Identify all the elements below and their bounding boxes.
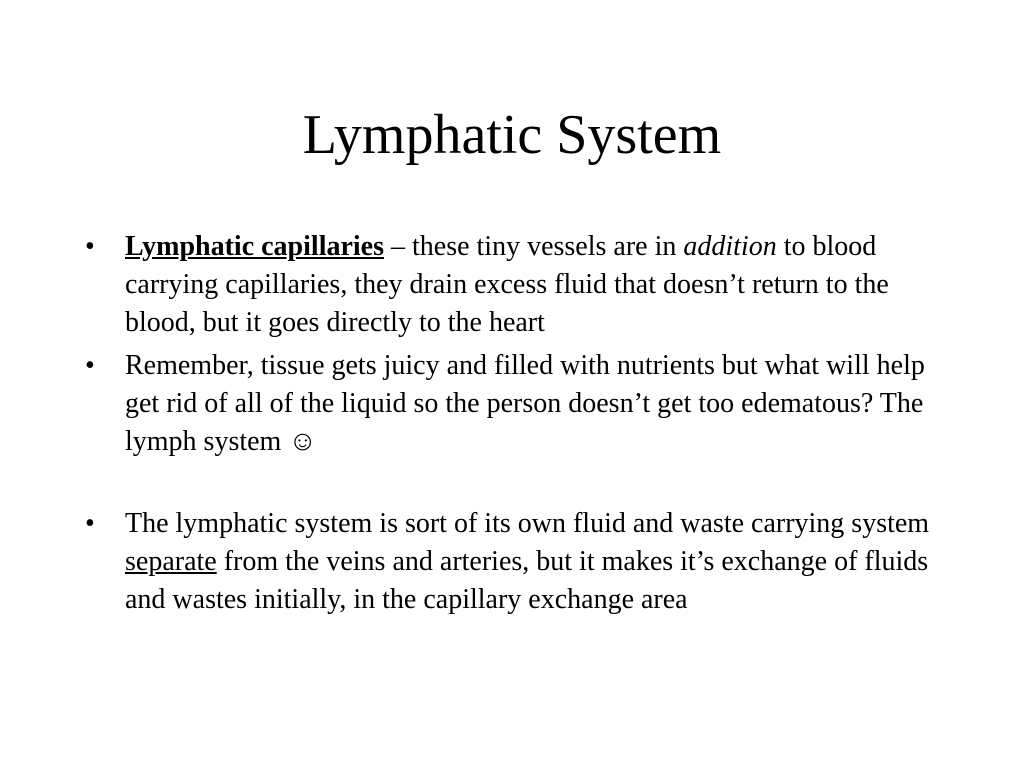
bullet-item-lymphatic-capillaries <box>85 228 945 342</box>
emphasis-addition: addition <box>683 231 777 262</box>
bullet-item-lymphatic-system-separate <box>85 505 945 619</box>
bullet-list <box>85 228 945 619</box>
bullet-icon: • <box>85 350 95 381</box>
smiley-icon: ☺ <box>288 426 317 457</box>
bullet-text-part: from the veins and arteries, but it makes it’s exchange of fluids and wastes initially, in the capillary exchange area <box>125 546 929 615</box>
bullet-text <box>125 350 925 457</box>
bullet-text-part: to blood carrying capillaries, they drain excess fluid that doesn’t return to the blood, but it goes directly to the heart <box>125 231 889 338</box>
bullet-text <box>125 508 929 615</box>
bullet-icon: • <box>85 508 95 539</box>
slide-title: Lymphatic System <box>302 104 722 166</box>
bullet-icon: • <box>85 231 95 262</box>
underlined-separate: separate <box>125 546 217 577</box>
bullet-item-remember <box>85 347 945 461</box>
bullet-text <box>125 231 889 338</box>
bullet-text-part: – these tiny vessels are in <box>384 231 684 262</box>
term-lymphatic-capillaries: Lymphatic capillaries <box>125 231 384 262</box>
bullet-text-part: The lymphatic system is sort of its own fluid and waste carrying system <box>125 508 930 539</box>
bullet-text-part: Remember, tissue gets juicy and filled with nutrients but what will help get rid of all of the liquid so the person doesn’t get too edematous? The lymph system <box>125 350 925 457</box>
